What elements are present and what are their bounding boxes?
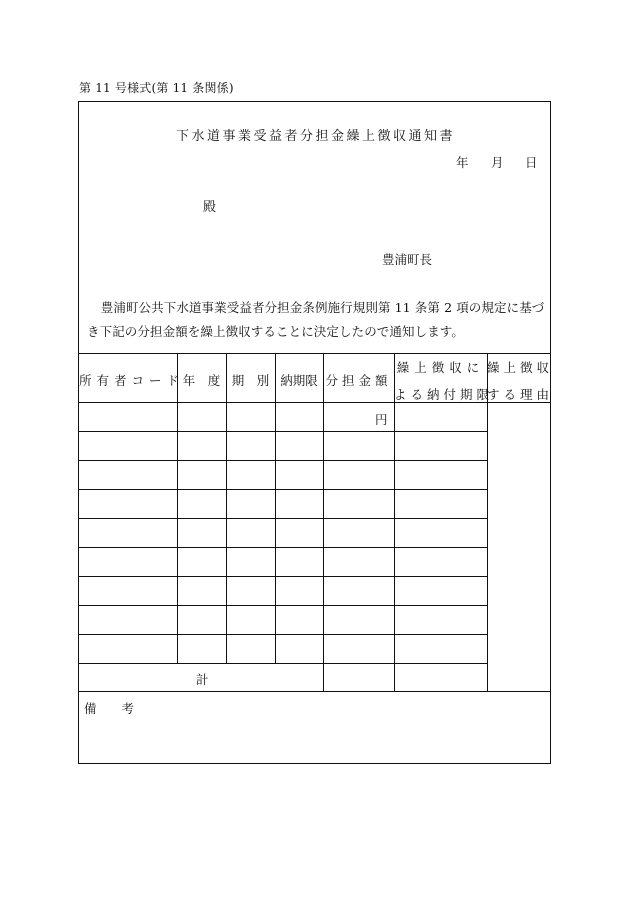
date-year-label: 年 xyxy=(456,155,469,170)
date-month-label: 月 xyxy=(491,155,504,170)
notice-body-text: 豊浦町公共下水道事業受益者分担金条例施行規則第 11 条第 2 項の規定に基づき下記の分担金額を繰上徴収することに決定したので通知します。 xyxy=(87,300,545,339)
header-period: 期 別 xyxy=(231,373,270,388)
header-reason-line1: 繰上徴収 xyxy=(487,360,554,375)
issuer-name: 豊浦町長 xyxy=(382,252,433,267)
notice-form xyxy=(78,101,554,764)
addressee-suffix: 殿 xyxy=(203,200,217,215)
header-due-date: 納期限 xyxy=(280,373,318,388)
remarks-label: 備 考 xyxy=(84,701,135,716)
header-amount: 分担金額 xyxy=(325,373,392,388)
header-owner-code: 所有者コード xyxy=(79,373,185,388)
yen-unit-label: 円 xyxy=(375,412,388,427)
header-reason-line2: する理由 xyxy=(487,387,554,402)
header-early-due-line2: よる納付期限 xyxy=(394,387,494,402)
header-early-due-line1: 繰上徴収に xyxy=(396,360,485,375)
total-label: 計 xyxy=(196,672,209,687)
date-day-label: 日 xyxy=(525,155,538,170)
header-year: 年 度 xyxy=(182,373,221,388)
form-title: 下水道事業受益者分担金繰上徴収通知書 xyxy=(175,129,455,144)
form-number-label: 第 11 号様式(第 11 条関係) xyxy=(79,81,234,95)
